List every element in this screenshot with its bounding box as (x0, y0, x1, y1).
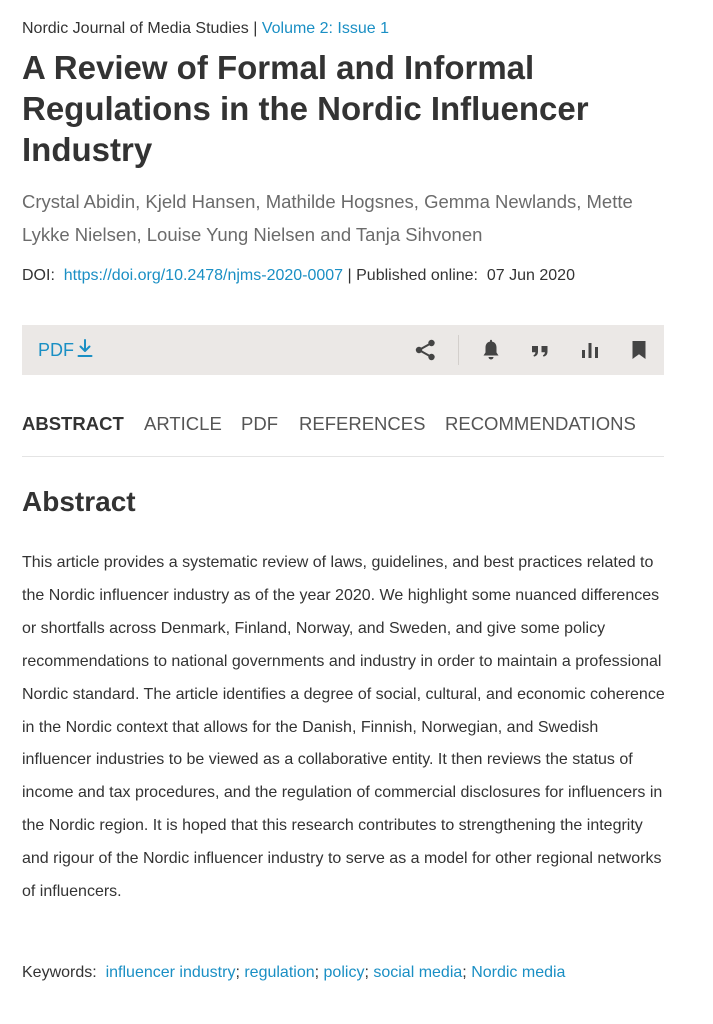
published-label: Published online: (356, 267, 478, 284)
keywords-label: Keywords: (22, 964, 97, 981)
pdf-button-label: PDF (38, 340, 74, 360)
tab-recommendations[interactable]: RECOMMENDATIONS (445, 413, 636, 434)
keyword-link[interactable]: Nordic media (471, 964, 566, 981)
keyword-link[interactable]: social media (373, 964, 463, 981)
keyword-link[interactable]: influencer industry (105, 964, 236, 981)
article-tabs (22, 410, 664, 440)
keyword-link[interactable]: policy (323, 964, 365, 981)
abstract-text: This article provides a systematic review of laws, guidelines, and best practices related to the Nordic influencer industry as of the year 2020. We highlight some nuanced differences or shortfalls across Denmark, Finland, Norway, and Sweden, and give some policy recommendations to national governments and industry in order to maintain a professional Nordic standard. The article identifies a degree of social, cultural, and economic coherence in the Nordic context that allows for the Danish, Finnish, Norwegian, and Swedish influencer industries to be viewed as a collaborative entity. It then reviews the status of income and tax procedures, and the regulation of commercial disclosures for influencers in the Nordic region. It is hoped that this research contributes to strengthening the integrity and rigour of the Nordic influencer industry to serve as a model for other regional networks of influencers. (22, 554, 665, 901)
quote-icon[interactable] (528, 338, 552, 362)
tab-article[interactable]: ARTICLE (144, 413, 222, 434)
doi-link[interactable]: https://doi.org/10.2478/njms-2020-0007 (63, 267, 344, 284)
article-toolbar (22, 325, 664, 375)
pdf-download-button[interactable] (38, 337, 93, 363)
article-title: A Review of Formal and Informal Regulations in the Nordic Influencer Industry (22, 49, 589, 168)
doi-separator: | (343, 267, 357, 284)
bar-chart-icon[interactable] (578, 338, 602, 362)
doi-label: DOI: (22, 267, 55, 284)
issue-link[interactable]: Volume 2: Issue 1 (261, 20, 390, 37)
bookmark-icon[interactable] (627, 338, 651, 362)
keyword-separator: ; (462, 964, 467, 981)
author-list: Crystal Abidin, Kjeld Hansen, Mathilde Hogsnes, Gemma Newlands, Mette Lykke Nielsen, Louise Yung Nielsen and Tanja Sihvonen (22, 191, 633, 245)
keyword-separator: ; (364, 964, 369, 981)
tab-references[interactable]: REFERENCES (299, 413, 426, 434)
share-icon[interactable] (413, 338, 437, 362)
keywords-line (22, 961, 565, 985)
journal-breadcrumb (22, 17, 389, 41)
journal-name: Nordic Journal of Media Studies (22, 20, 249, 37)
tab-pdf[interactable]: PDF (241, 413, 278, 434)
abstract-heading: Abstract (22, 486, 136, 517)
doi-line (22, 264, 575, 288)
download-icon (77, 338, 93, 358)
published-date: 07 Jun 2020 (486, 267, 575, 284)
keyword-separator: ; (314, 964, 320, 981)
keyword-separator: ; (235, 964, 240, 981)
tabs-divider (22, 456, 664, 457)
keyword-link[interactable]: regulation (244, 964, 315, 981)
toolbar-divider (458, 335, 459, 365)
bell-icon[interactable] (479, 338, 503, 362)
tab-abstract[interactable]: ABSTRACT (22, 413, 124, 434)
breadcrumb-separator: | (248, 20, 262, 37)
